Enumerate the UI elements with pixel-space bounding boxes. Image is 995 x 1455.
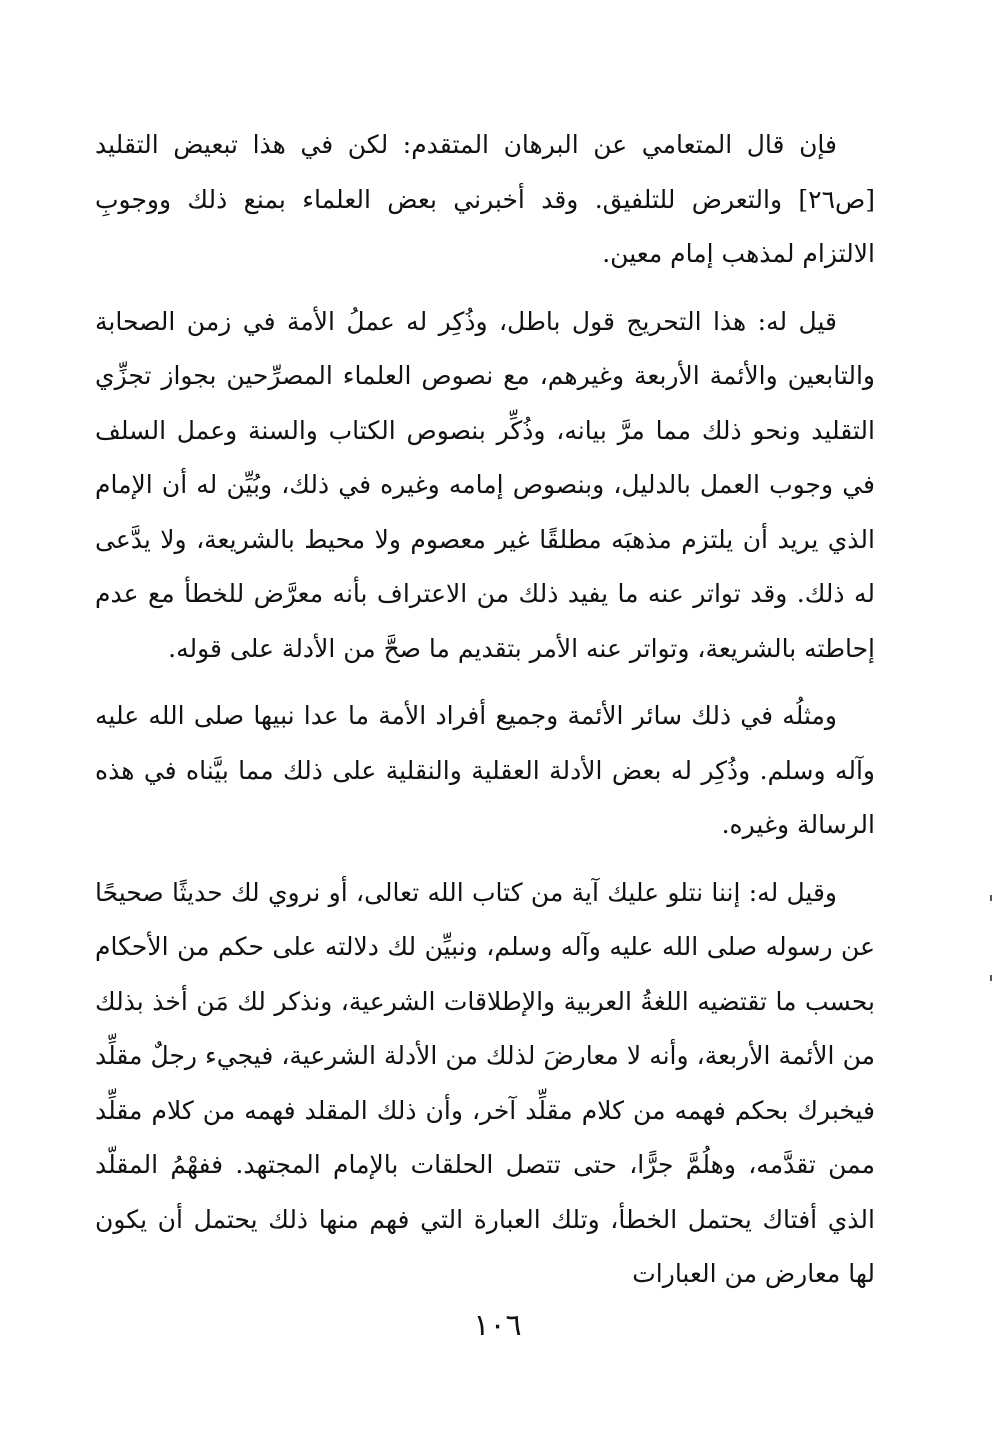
paragraph-4: وقيل له: إننا نتلو عليك آية من كتاب الله تعالى، أو نروي لك حديثًا صحيحًا عن رسوله صلى الله عليه وآله وسلم، ونبيِّن لك دلالته على حكم من الأحكام بحسب ما تقتضيه اللغةُ العربية والإطلاقات الشرعية، ونذكر لك مَن أخذ بذلك من الأئمة الأربعة، وأنه لا معارضَ لذلك من الأدلة الشرعية، فيجيء رجلٌ مقلِّد فيخبرك بحكم فهمه من كلام مقلِّد آخر، وأن ذلك المقلد فهمه من كلام مقلِّد ممن تقدَّمه، وهلُمَّ جرًّا، حتى تتصل الحلقات بالإمام المجتهد. ففهْمُ المقلّد الذي أفتاك يحتمل الخطأ، وتلك العبارة التي فهم منها ذلك يحتمل أن يكون لها معارض من العبارات xyxy=(95,877,875,1288)
main-text xyxy=(95,118,875,1302)
paragraph-2: قيل له: هذا التحريج قول باطل، وذُكِر له عملُ الأمة في زمن الصحابة والتابعين والأئمة الأربعة وغيرهم، مع نصوص العلماء المصرِّحين بجواز تجزِّي التقليد ونحو ذلك مما مرَّ بيانه، وذُكِّر بنصوص الكتاب والسنة وعمل السلف في وجوب العمل بالدليل، وبنصوص إمامه وغيره في ذلك، وبُيِّن له أن الإمام الذي يريد أن يلتزم مذهبَه مطلقًا غير معصوم ولا محيط بالشريعة، ولا يدَّعى له ذلك. وقد تواتر عنه ما يفيد ذلك من الاعتراف بأنه معرَّض للخطأ مع عدم إحاطته بالشريعة، وتواتر عنه الأمر بتقديم ما صحَّ من الأدلة على قوله. xyxy=(95,306,875,663)
paragraph-3: ومثلُه في ذلك سائر الأئمة وجميع أفراد الأمة ما عدا نبيها صلى الله عليه وآله وسلم. وذُكِر له بعض الأدلة العقلية والنقلية على ذلك مما بيَّناه في هذه الرسالة وغيره. xyxy=(95,701,875,839)
page-number: ١٠٦ xyxy=(473,1308,522,1343)
paragraph-1: فإن قال المتعامي عن البرهان المتقدم: لكن في هذا تبعيض التقليد [ص٢٦] والتعرض للتلفيق. وقد أخبرني بعض العلماء بمنع ذلك ووجوبِ الالتزام لمذهب إمام معين. xyxy=(95,130,875,268)
scan-mark xyxy=(990,895,992,901)
scan-mark xyxy=(990,975,992,981)
